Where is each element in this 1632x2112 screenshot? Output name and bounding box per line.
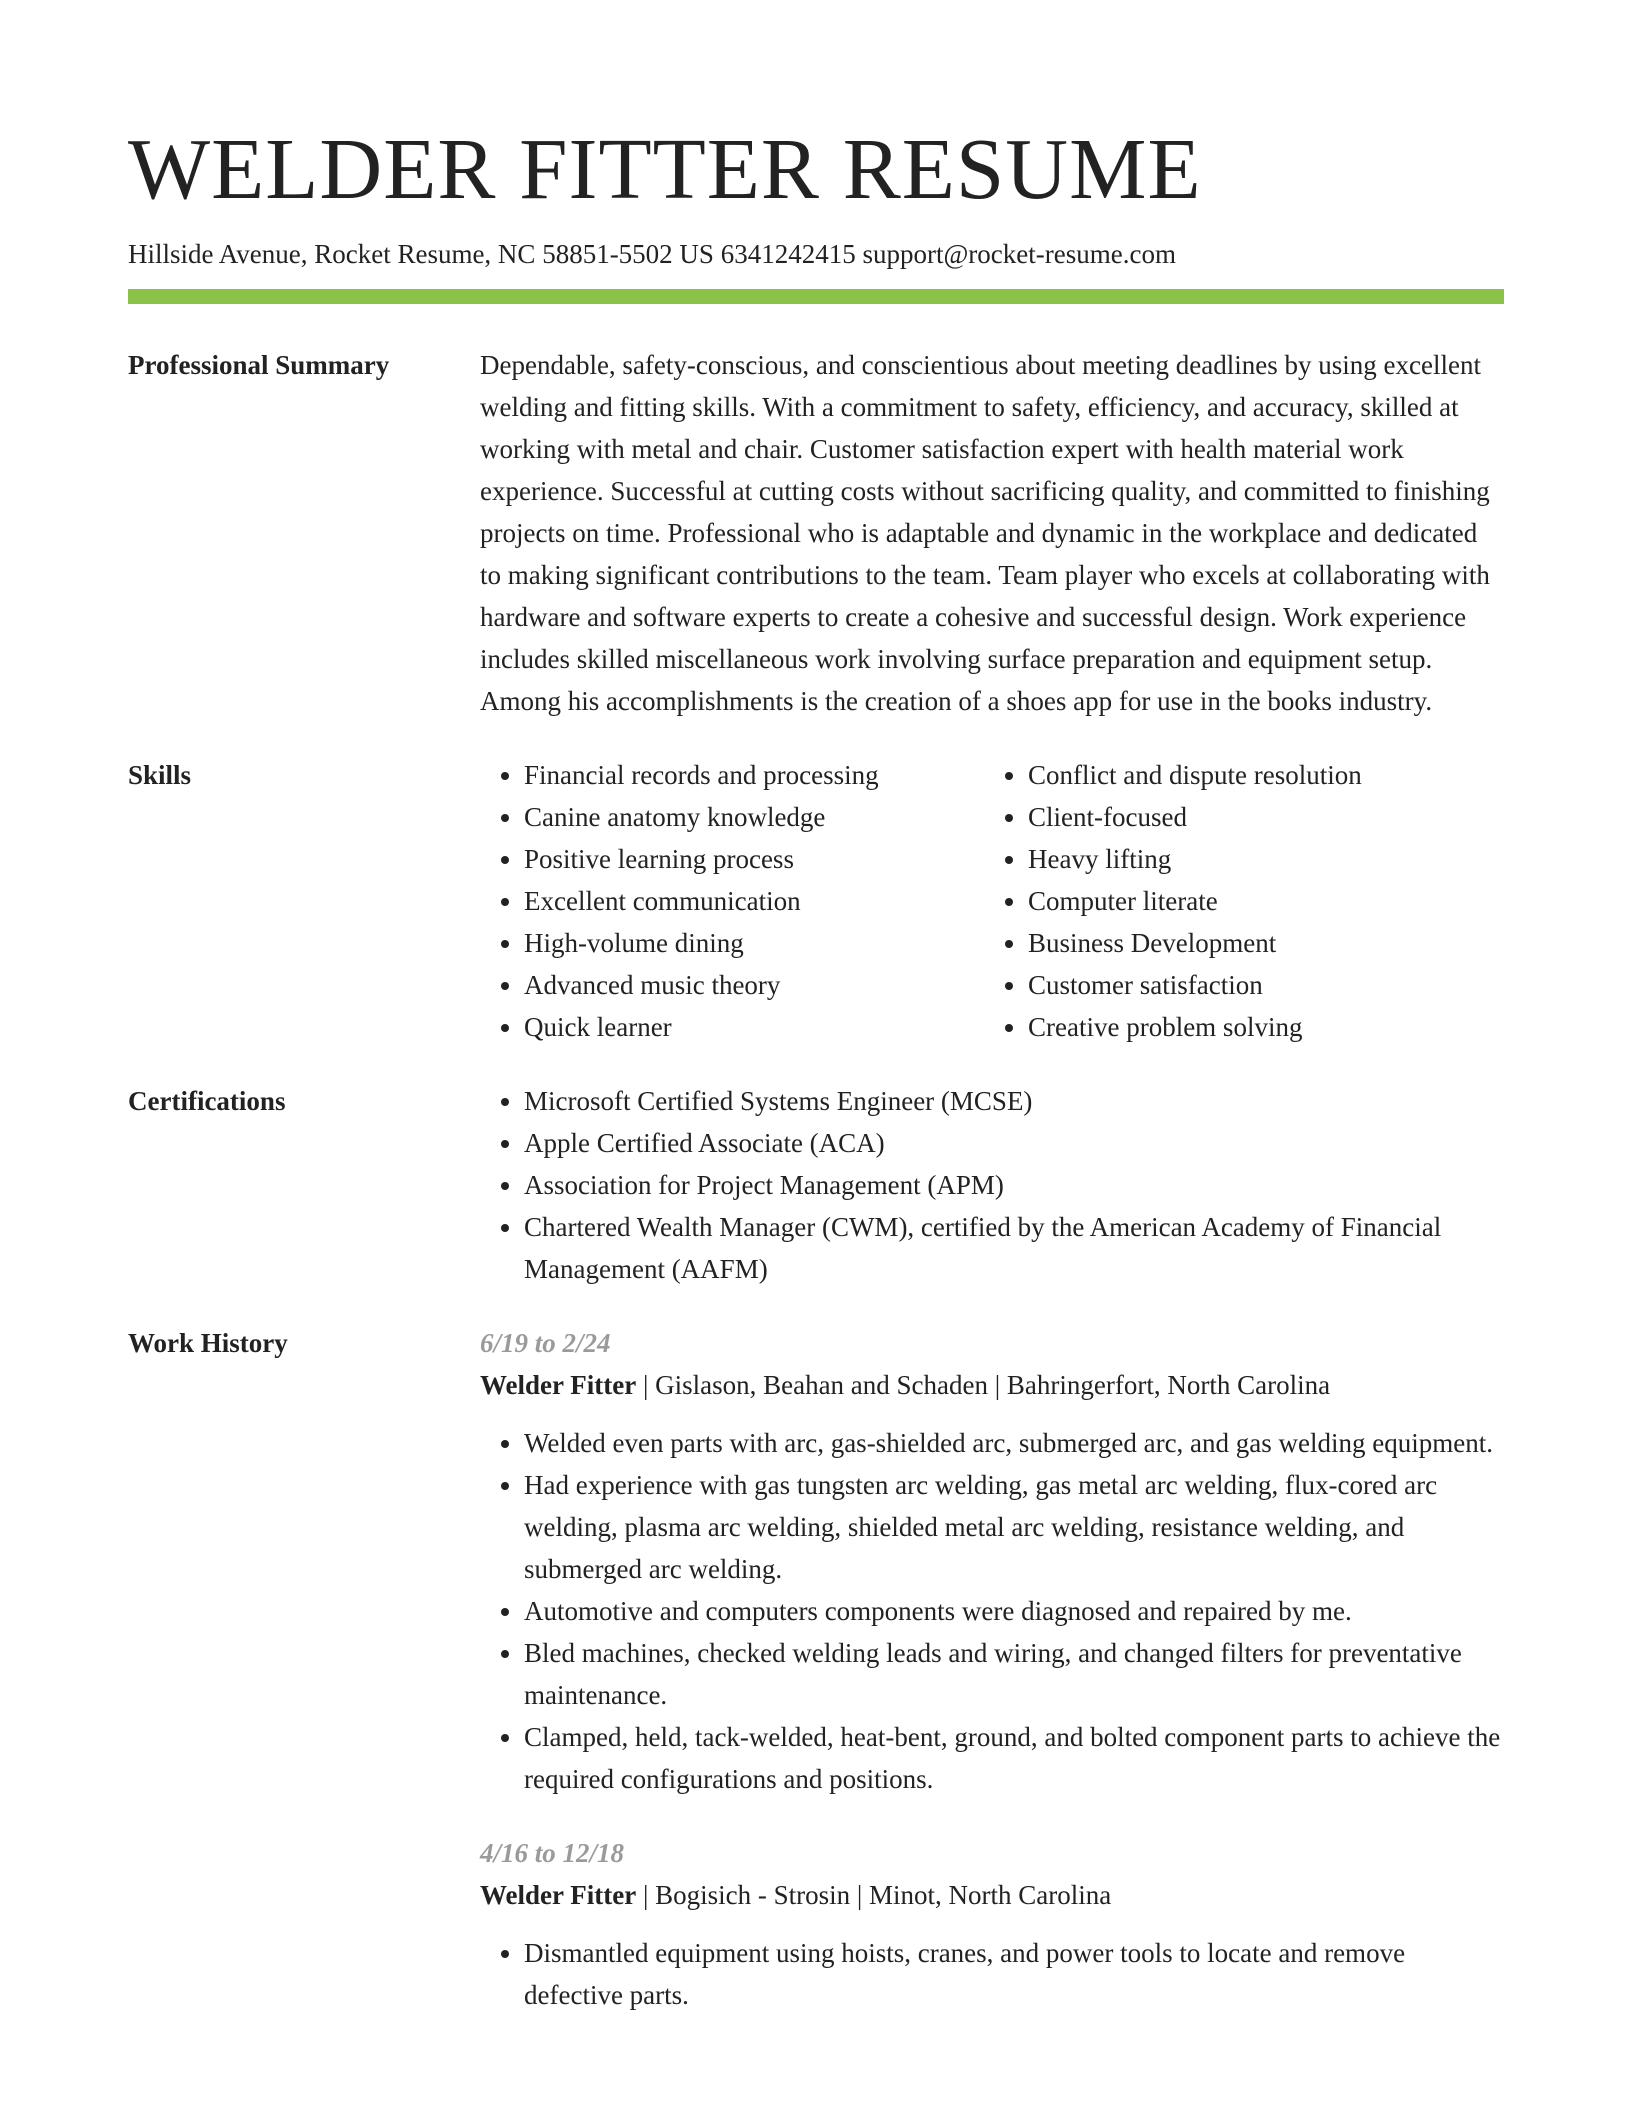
page-title: WELDER FITTER RESUME — [128, 120, 1202, 217]
summary-section — [128, 344, 1504, 722]
skill-item: • Conflict and dispute resolution — [1028, 754, 1504, 796]
skill-item: • Heavy lifting — [1028, 838, 1504, 880]
skill-item: • Excellent communication — [524, 880, 984, 922]
skills-section — [128, 754, 1504, 1048]
skill-item: • Business Development — [1028, 922, 1504, 964]
skill-item: • Quick learner — [524, 1006, 984, 1048]
skill-item: • Client-focused — [1028, 796, 1504, 838]
skill-item: • Customer satisfaction — [1028, 964, 1504, 1006]
job-entry — [480, 1832, 1504, 2016]
resume-page — [128, 0, 1504, 2016]
certification-item: • Apple Certified Associate (ACA) — [524, 1122, 1504, 1164]
skill-item: • Canine anatomy knowledge — [524, 796, 984, 838]
job-dates: 6/19 to 2/24 — [480, 1328, 611, 1358]
job-bullet: • Welded even parts with arc, gas-shielded arc, submerged arc, and gas welding equipment. — [524, 1422, 1504, 1464]
certifications-section — [128, 1080, 1504, 1290]
certifications-list — [480, 1080, 1504, 1290]
contact-line: Hillside Avenue, Rocket Resume, NC 58851-5502 US 6341242415 support@rocket-resume.com — [128, 239, 1176, 269]
work-history-section — [128, 1322, 1504, 2016]
skill-item: • Financial records and processing — [524, 754, 984, 796]
job-details: | Bogisich - Strosin | Minot, North Carolina — [636, 1880, 1112, 1910]
certification-item: • Association for Project Management (APM) — [524, 1164, 1504, 1206]
job-heading — [480, 1874, 1504, 1916]
certifications-label: Certifications — [128, 1086, 286, 1116]
job-heading — [480, 1364, 1504, 1406]
job-bullet: • Dismantled equipment using hoists, cranes, and power tools to locate and remove defective parts. — [524, 1932, 1504, 2016]
job-dates: 4/16 to 12/18 — [480, 1838, 625, 1868]
job-bullet: • Automotive and computers components were diagnosed and repaired by me. — [524, 1590, 1504, 1632]
skills-list-right — [984, 754, 1504, 1048]
job-entry — [480, 1322, 1504, 1800]
job-title: Welder Fitter — [480, 1880, 637, 1910]
skill-item: • Positive learning process — [524, 838, 984, 880]
certification-item: • Chartered Wealth Manager (CWM), certified by the American Academy of Financial Management (AAFM) — [524, 1206, 1504, 1290]
job-bullets — [480, 1422, 1504, 1800]
skills-list-left — [480, 754, 984, 1048]
job-bullet: • Clamped, held, tack-welded, heat-bent, ground, and bolted component parts to achieve the required configurations and positions. — [524, 1716, 1504, 1800]
job-details: | Gislason, Beahan and Schaden | Bahringerfort, North Carolina — [636, 1370, 1331, 1400]
work-history-label: Work History — [128, 1328, 288, 1358]
skill-item: • Advanced music theory — [524, 964, 984, 1006]
header-divider — [128, 289, 1504, 304]
skills-label: Skills — [128, 760, 192, 790]
skill-item: • High-volume dining — [524, 922, 984, 964]
job-bullet: • Bled machines, checked welding leads and wiring, and changed filters for preventative maintenance. — [524, 1632, 1504, 1716]
skill-item: • Creative problem solving — [1028, 1006, 1504, 1048]
job-title: Welder Fitter — [480, 1370, 637, 1400]
certification-item: • Microsoft Certified Systems Engineer (MCSE) — [524, 1080, 1504, 1122]
job-bullets — [480, 1932, 1504, 2016]
skill-item: • Computer literate — [1028, 880, 1504, 922]
summary-text: Dependable, safety-conscious, and conscientious about meeting deadlines by using excellent welding and fitting skills. With a commitment to safety, efficiency, and accuracy, skilled at working with metal and chair. Customer satisfaction expert with health material work experience. Successful at cutting costs without sacrificing quality, and committed to finishing projects on time. Professional who is adaptable and dynamic in the workplace and dedicated to making significant contributions to the team. Team player who excels at collaborating with hardware and software experts to create a cohesive and successful design. Work experience includes skilled miscellaneous work involving surface preparation and equipment setup. Among his accomplishments is the creation of a shoes app for use in the books industry. — [480, 350, 1490, 716]
summary-label: Professional Summary — [128, 350, 390, 380]
job-bullet: • Had experience with gas tungsten arc welding, gas metal arc welding, flux-cored arc welding, plasma arc welding, shielded metal arc welding, resistance welding, and submerged arc welding. — [524, 1464, 1504, 1590]
